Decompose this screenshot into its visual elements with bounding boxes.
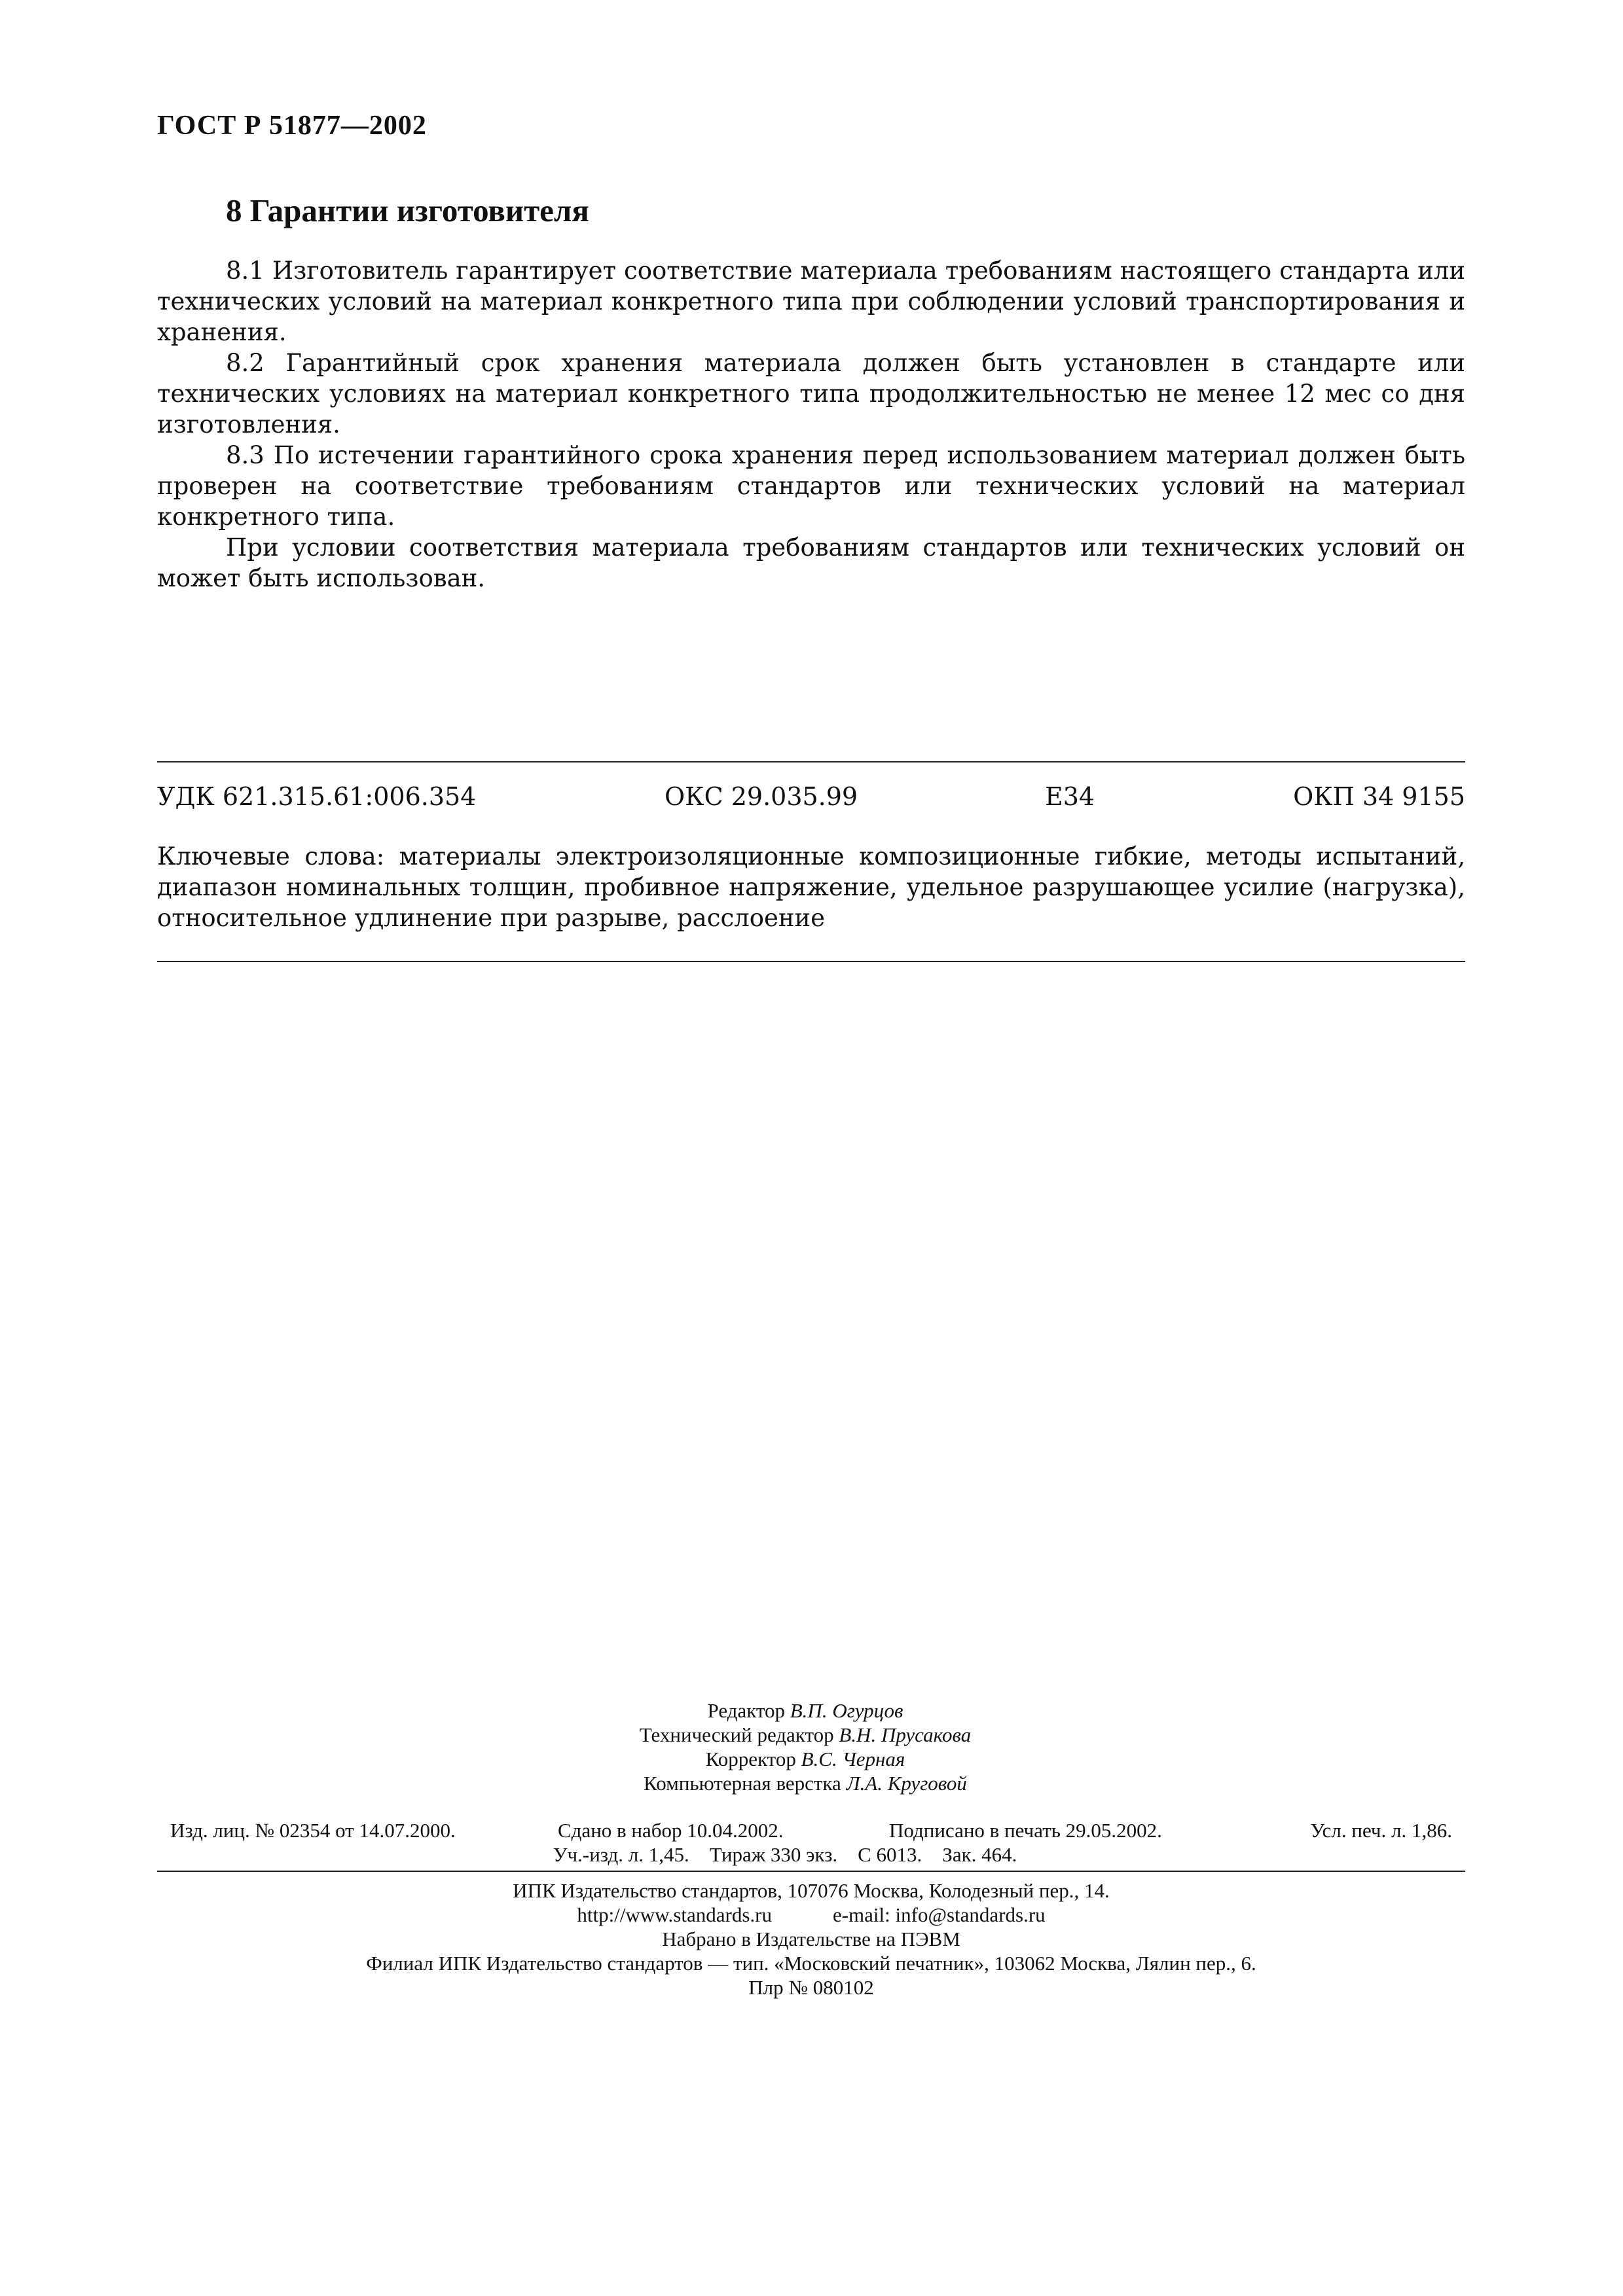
credit-tech-editor: Технический редактор В.Н. Прусакова [639, 1723, 972, 1746]
license-number: Изд. лиц. № 02354 от 14.07.2000. [170, 1819, 456, 1842]
imprint-line-1 [157, 1818, 1465, 1844]
keywords-text: Ключевые слова: материалы электроизоляционные композиционные гибкие, методы испытаний, диапазон номинальных толщин, пробивное напряжение, удельное разрушающее усилие (нагрузка), относительное удлинение при разрыве, расслоение [157, 842, 1465, 932]
udk-code: УДК 621.315.61:006.354 [157, 782, 477, 811]
publisher-email: e-mail: info@standards.ru [832, 1903, 1046, 1926]
credits-block [412, 1698, 1198, 1795]
divider-top [157, 761, 1465, 762]
standard-number: ГОСТ Р 51877—2002 [157, 111, 427, 141]
publisher-line-3: Набрано в Издательстве на ПЭВМ [662, 1928, 960, 1950]
publisher-line-5: Плр № 080102 [748, 1976, 874, 1999]
divider-bottom [157, 961, 1465, 962]
okp-code: ОКП 34 9155 [1293, 782, 1465, 811]
credit-layout: Компьютерная верстка Л.А. Круговой [644, 1772, 967, 1795]
classification-row [157, 782, 1465, 815]
paragraph-8-2: 8.2 Гарантийный срок хранения материала должен быть установлен в стандарте или технических условиях на материал конкретного типа продолжительностью не менее 12 мес со дня изготовления. [157, 349, 1465, 439]
sent-to-typeset: Сдано в набор 10.04.2002. [558, 1819, 784, 1842]
paragraph-8-3: 8.3 По истечении гарантийного срока хранения перед использованием материал должен быть проверен на соответствие требованиям стандартов или технических условий на материал конкретного типа. [157, 441, 1465, 531]
paragraph-8-1: 8.1 Изготовитель гарантирует соответствие материала требованиям настоящего стандарта или технических условий на материал конкретного типа при соблюдении условий транспортирования и хранения. [157, 257, 1465, 346]
divider-imprint [157, 1871, 1465, 1872]
oks-code: ОКС 29.035.99 [665, 782, 858, 811]
section-title: 8 Гарантии изготовителя [226, 192, 589, 228]
imprint-line-2: Уч.-изд. л. 1,45. Тираж 330 экз. С 6013. Зак. 464. [553, 1843, 1017, 1866]
signed-for-print: Подписано в печать 29.05.2002. [889, 1819, 1162, 1842]
publisher-line-1: ИПК Издательство стандартов, 107076 Москва, Колодезный пер., 14. [513, 1879, 1110, 1902]
paragraph-conclusion: При условии соответствия материала требованиям стандартов или технических условий он может быть использован. [157, 533, 1465, 592]
publisher-line-4: Филиал ИПК Издательство стандартов — тип. «Московский печатник», 103062 Москва, Лялин пер., 6. [366, 1952, 1256, 1975]
publisher-url: http://www.standards.ru [577, 1903, 772, 1926]
keywords-block [157, 841, 1465, 933]
credit-corrector: Корректор В.С. Черная [705, 1748, 905, 1770]
section-body [157, 255, 1465, 594]
print-sheets: Усл. печ. л. 1,86. [1310, 1819, 1452, 1842]
credit-editor: Редактор В.П. Огурцов [707, 1699, 903, 1722]
publisher-contacts [157, 1903, 1465, 1927]
group-code: Е34 [1045, 782, 1095, 811]
